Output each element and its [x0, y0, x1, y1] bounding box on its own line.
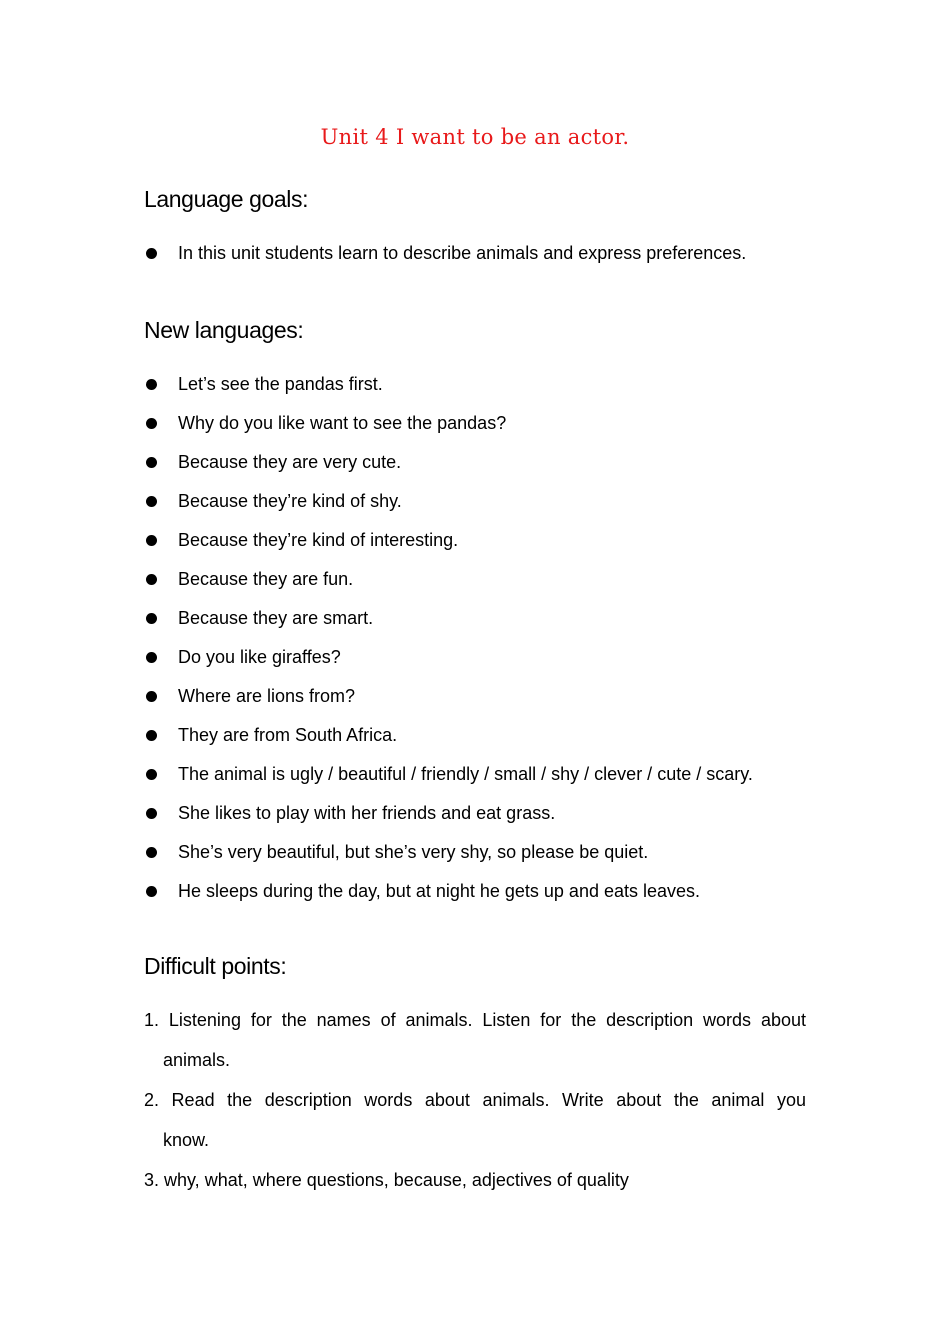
list-item — [144, 528, 753, 567]
list-item — [144, 801, 753, 840]
bullet-icon — [146, 418, 157, 429]
list-item-text: Do you like giraffes? — [178, 647, 341, 667]
bullet-icon — [146, 652, 157, 663]
new-languages-list — [144, 372, 753, 918]
bullet-icon — [146, 457, 157, 468]
list-item-text: 3. why, what, where questions, because, adjectives of quality — [144, 1170, 629, 1190]
list-item-text: The animal is ugly / beautiful / friendly / small / shy / clever / cute / scary. — [178, 764, 753, 784]
list-item — [144, 450, 753, 489]
bullet-icon — [146, 379, 157, 390]
bullet-icon — [146, 535, 157, 546]
list-item — [144, 684, 753, 723]
list-item-text: He sleeps during the day, but at night he gets up and eats leaves. — [178, 881, 701, 901]
list-item-text: Because they are smart. — [178, 608, 374, 628]
list-item-text: Because they are fun. — [178, 569, 354, 589]
bullet-icon — [146, 574, 157, 585]
list-item — [144, 879, 753, 918]
list-item — [144, 241, 746, 280]
bullet-icon — [146, 730, 157, 741]
list-item — [144, 489, 753, 528]
bullet-icon — [146, 769, 157, 780]
list-item-text: In this unit students learn to describe animals and express preferences. — [178, 243, 747, 263]
bullet-icon — [146, 496, 157, 507]
list-item-text: She likes to play with her friends and eat grass. — [178, 803, 556, 823]
list-item-text: Because they are very cute. — [178, 452, 402, 472]
document-title: Unit 4 I want to be an actor. — [320, 125, 630, 149]
list-item — [144, 411, 753, 450]
language-goals-list — [144, 241, 746, 280]
bullet-icon — [146, 691, 157, 702]
list-item — [144, 372, 753, 411]
list-item-text: 2. Read the description words about animals. Write about the animal you — [144, 1090, 806, 1110]
list-item — [144, 1000, 806, 1080]
new-languages-heading: New languages: — [144, 317, 304, 343]
list-item — [144, 606, 753, 645]
list-item-continuation: animals. — [163, 1050, 231, 1070]
bullet-icon — [146, 613, 157, 624]
difficult-points-list — [144, 1000, 806, 1200]
bullet-icon — [146, 808, 157, 819]
list-item-text: Because they’re kind of interesting. — [178, 530, 459, 550]
bullet-icon — [146, 248, 157, 259]
list-item — [144, 1080, 806, 1160]
bullet-icon — [146, 886, 157, 897]
difficult-points-heading: Difficult points: — [144, 953, 287, 979]
list-item-text: They are from South Africa. — [178, 725, 398, 745]
list-item-continuation: know. — [163, 1130, 210, 1150]
bullet-icon — [146, 847, 157, 858]
list-item-text: Why do you like want to see the pandas? — [178, 413, 507, 433]
list-item — [144, 762, 753, 801]
list-item-text: Where are lions from? — [178, 686, 356, 706]
list-item-text: She’s very beautiful, but she’s very shy, so please be quiet. — [178, 842, 649, 862]
list-item-text: Because they’re kind of shy. — [178, 491, 402, 511]
list-item-text: 1. Listening for the names of animals. Listen for the description words about — [144, 1010, 806, 1030]
language-goals-heading: Language goals: — [144, 186, 309, 212]
list-item-text: Let’s see the pandas first. — [178, 374, 383, 394]
list-item — [144, 567, 753, 606]
list-item — [144, 1160, 806, 1200]
list-item — [144, 840, 753, 879]
list-item — [144, 723, 753, 762]
list-item — [144, 645, 753, 684]
